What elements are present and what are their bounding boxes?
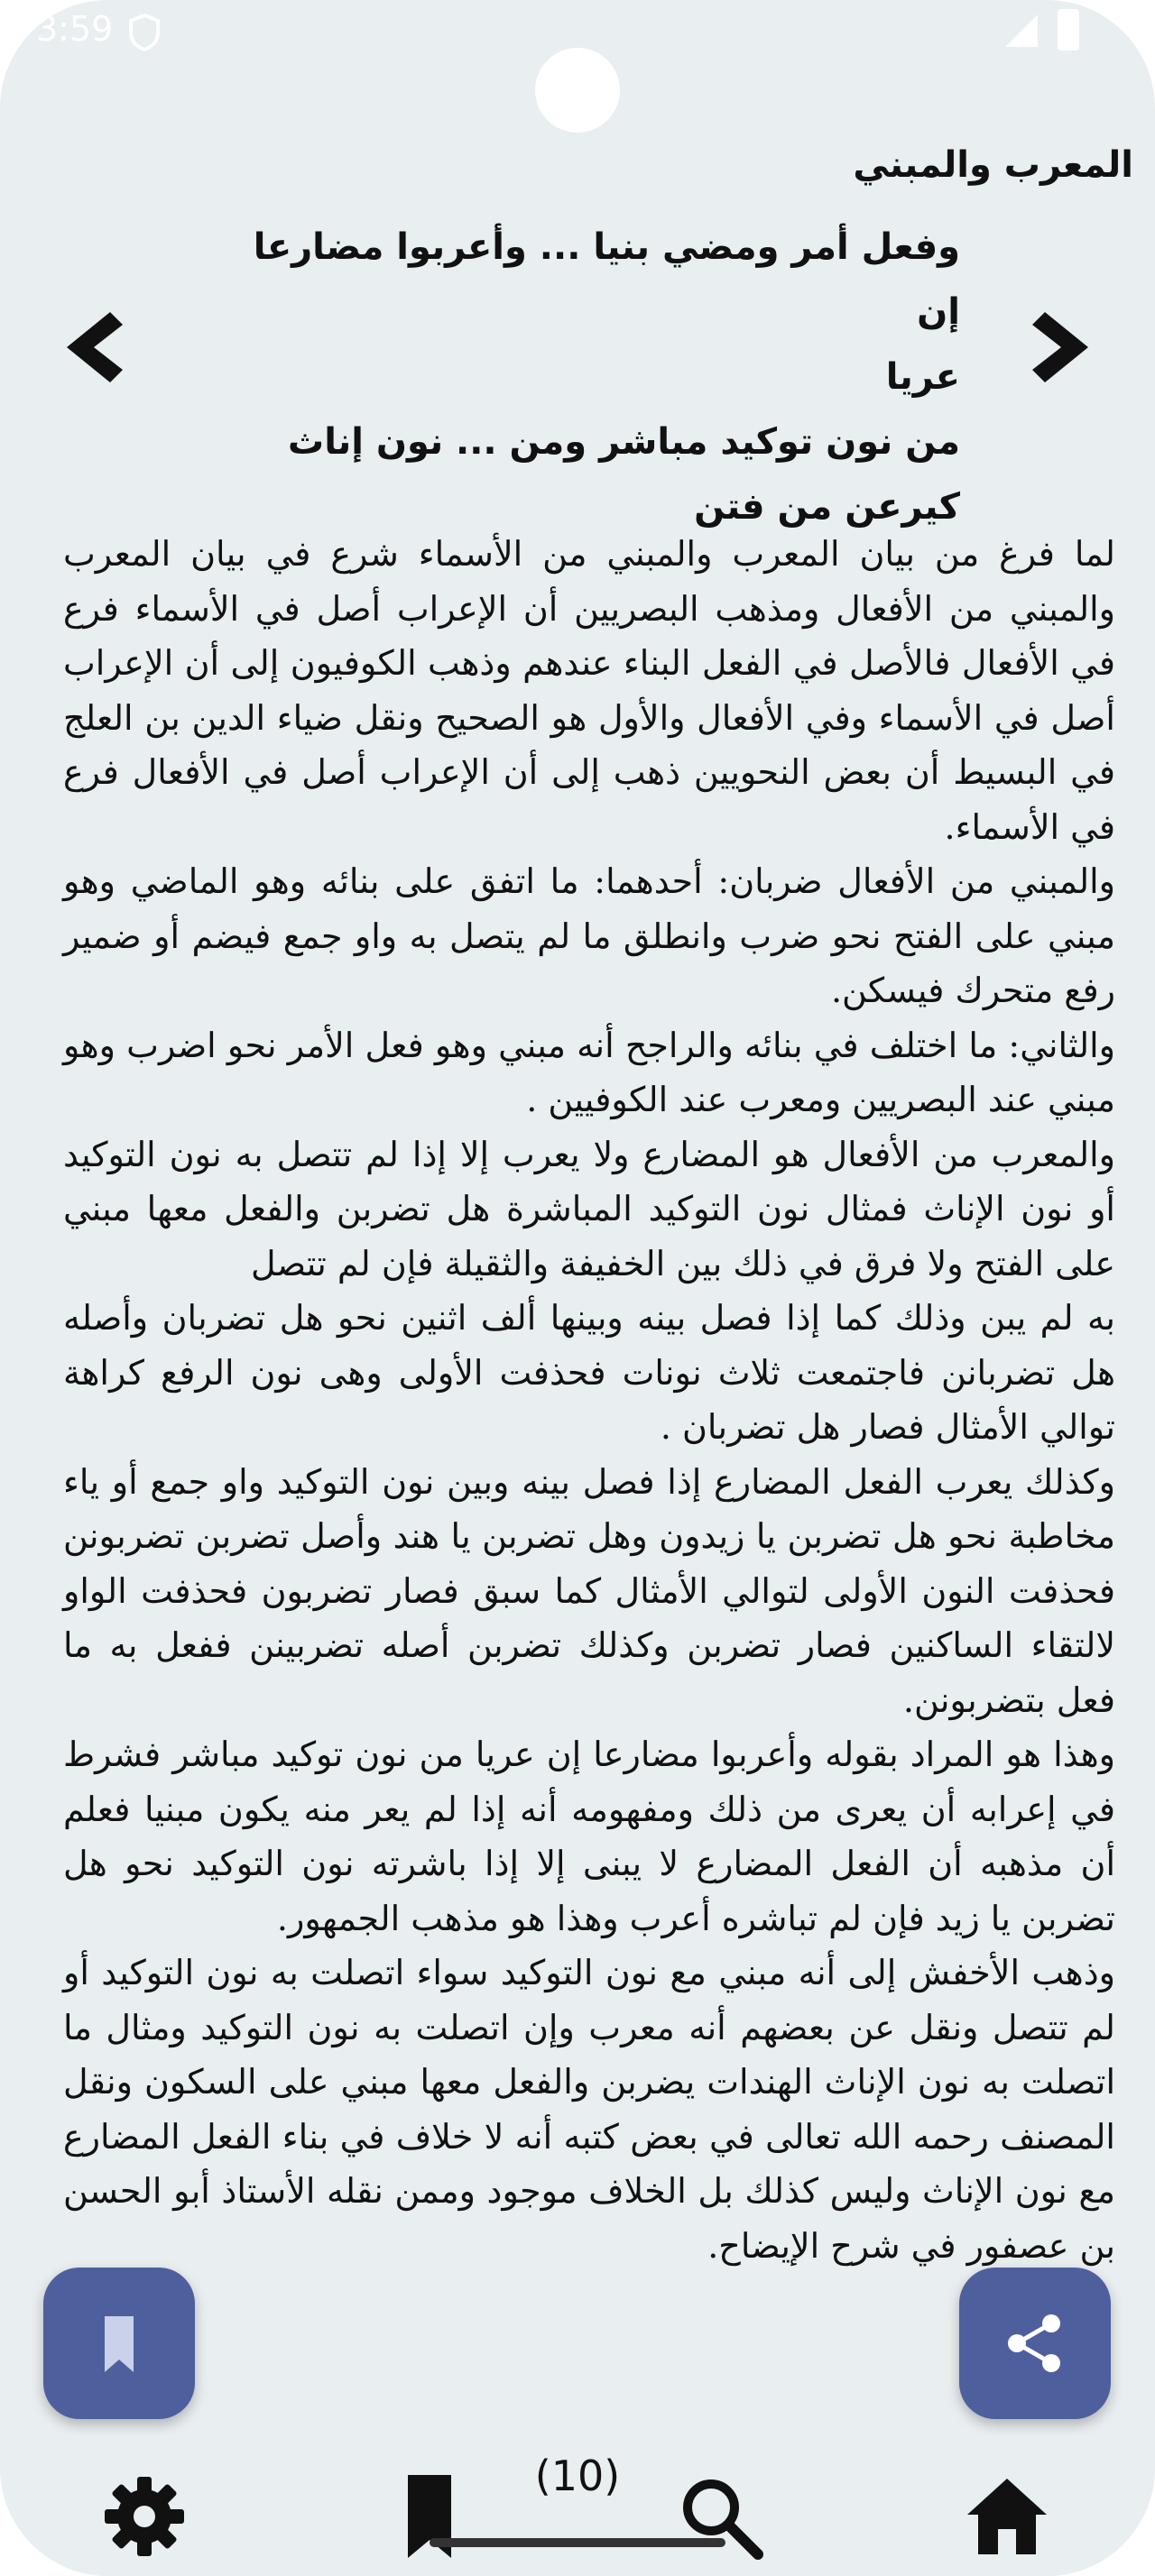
verse-line: وفعل أمر ومضي بنيا ... وأعربوا مضارعا إن [253,226,960,333]
paragraph: وهذا هو المراد بقوله وأعربوا مضارعا إن عريا من نون توكيد مباشر فشرط في إعرابه أن يعرى من ذلك ومفهومه أنه إذا لم يعر منه يكون مبنيا فعلم أن مذهبه أن الفعل المضارع لا يبنى إلا إذا باشرته نون التوكيد نحو هل تضربن يا زيد فإن لم تباشره أعرب وهذا هو مذهب الجمهور. [63,1734,1115,1938]
status-time: 3:59 [36,9,114,49]
battery-icon [1058,9,1079,51]
share-button[interactable] [959,2268,1111,2419]
paragraph: والمعرب من الأفعال هو المضارع ولا يعرب إلا إذا لم تتصل به نون التوكيد أو نون الإناث فمثال نون التوكيد المباشرة هل تضربن والفعل معها مبني على الفتح ولا فرق في ذلك بين الخفيفة والثقيلة فإن لم تتصل [63,1134,1115,1283]
paragraph: والثاني: ما اختلف في بنائه والراجح أنه مبني وهو فعل الأمر نحو اضرب وهو مبني عند البصريين ومعرب عند الكوفيين . [63,1025,1115,1119]
paragraph: وكذلك يعرب الفعل المضارع إذا فصل بينه وبين نون التوكيد واو جمع أو ياء مخاطبة نحو هل تضربن يا زيدون وهل تضربن يا هند وأصل تضربن تضربونن فحذفت النون الأولى لتوالي الأمثال كما سبق فصار تضربون فحذفت الواو لالتقاء الساكنين فصار تضربن وكذلك تضربن أصله تضربينن ففعل به ما فعل بتضربونن. [63,1461,1115,1720]
verse-line: من نون توكيد مباشر ومن ... نون إناث [288,421,960,463]
signal-icon [1002,13,1041,49]
gear-icon[interactable] [99,2471,189,2562]
home-indicator[interactable] [430,2538,725,2547]
bookmarks-icon[interactable] [388,2471,478,2562]
search-icon[interactable] [675,2471,765,2562]
shield-icon [126,13,162,52]
paragraph: لما فرغ من بيان المعرب والمبني من الأسماء شرع في بيان المعرب والمبني من الأفعال ومذهب البصريين أن الإعراب أصل في الأسماء فرع في الأفعال فالأصل في الفعل البناء عندهم وذهب الكوفيون إلى أن الإعراب أصل في الأسماء وفي الأفعال والأول هو الصحيح ونقل ضياء الدين بن العلج في البسيط أن بعض النحويين ذهب إلى أن الإعراب أصل في الأفعال فرع في الأسماء. [63,534,1115,847]
chevron-left-icon[interactable] [47,307,128,388]
chapter-title: المعرب والمبني [853,144,1133,186]
verse-line: عريا [885,356,960,398]
paragraph: وذهب الأخفش إلى أنه مبني مع نون التوكيد سواء اتصلت به نون التوكيد أو لم تتصل ونقل عن بعضهم أنه معرب وإن اتصلت به نون التوكيد ومثال ما اتصلت به نون الإناث الهندات يضربن والفعل معها مبني على السكون ونقل المصنف رحمه الله تعالى في بعض كتبه أنه لا خلاف في بناء الفعل المضارع مع نون الإناث وليس كذلك بل الخلاف موجود وممن نقله الأستاذ أبو الحسن بن عصفور في شرح الإيضاح. [63,1953,1115,2266]
verse-block [208,215,960,539]
share-icon [999,2307,1071,2379]
home-icon[interactable] [962,2471,1052,2562]
paragraph: والمبني من الأفعال ضربان: أحدهما: ما اتفق على بنائه وهو الماضي وهو مبني على الفتح نحو ضرب وانطلق ما لم يتصل به واو جمع فيضم أو ضمير رفع متحرك فيسكن. [63,861,1115,1010]
verse-line: كيرعن من فتن [694,486,960,528]
add-bookmark-button[interactable] [43,2268,195,2419]
camera-cutout [535,48,620,133]
bookmark-icon [83,2307,155,2379]
paragraph: به لم يبن وذلك كما إذا فصل بينه وبينها ألف اثنين نحو هل تضربان وأصله هل تضربانن فاجتمعت ثلاث نونات فحذفت الأولى وهى نون الرفع كراهة توالي الأمثال فصار هل تضربان . [63,1298,1115,1447]
commentary-text [63,527,1115,2273]
page-number: (10) [534,2452,621,2500]
chevron-right-icon[interactable] [1027,307,1108,388]
